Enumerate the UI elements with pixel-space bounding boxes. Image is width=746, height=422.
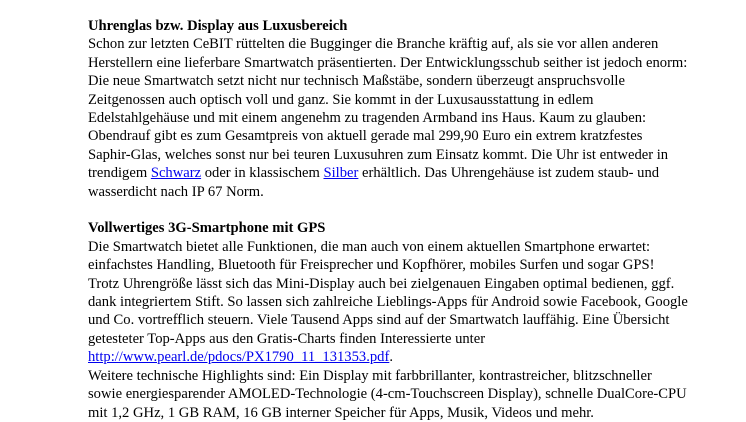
- spacer: [88, 201, 688, 219]
- paragraph-text: oder in klassischem: [201, 165, 324, 182]
- link-black[interactable]: Schwarz: [150, 165, 202, 182]
- paragraph-text: Die Smartwatch bietet alle Funktionen, die man auch von einem aktuellen Smartphone erwartet: einfachstes Handling, Bluetooth für Freisprecher und Kopfhörer, mobiles Surfen und sogar GPS! Trotz Uhrengröße lässt sich das Mini-Display auch bei zielgenauen Eingaben optimal bedienen, ggf. dank integriertem Stift. So lassen sich zahlreiche Lieblings-Apps für Android sowie Facebook, Google und Co. vortrefflich steuern. Viele Tausend Apps sind auf der Smartwatch lauffähig. Eine Übersicht getesteter Top-Apps aus den Gratis-Charts finden Interessierte unter: [88, 238, 688, 347]
- link-pdf[interactable]: http://www.pearl.de/pdocs/PX1790_11_131353.pdf: [88, 349, 390, 366]
- document-body: [88, 17, 688, 422]
- section-heading-display: Uhrenglas bzw. Display aus Luxusbereich: [88, 18, 348, 34]
- paragraph-highlights: Weitere technische Highlights sind: Ein Display mit farbbrillanter, kontrastreicher, blitzschneller sowie energiesparender AMOLED-Technologie (4-cm-Touchscreen Display), schnelle DualCore-CPU mit 1,2 GHz, 1 GB RAM, 16 GB interner Speicher für Apps, Musik, Videos und mehr.: [88, 367, 687, 421]
- link-silver[interactable]: Silber: [323, 165, 359, 182]
- section-heading-smartphone: Vollwertiges 3G-Smartphone mit GPS: [88, 220, 326, 237]
- paragraph-text: Schon zur letzten CeBIT rüttelten die Bugginger die Branche kräftig auf, als sie vor allen anderen Herstellern eine lieferbare Smartwatch präsentierten. Der Entwicklungsschub seither ist jedoch enorm: Die neue Smartwatch setzt nicht nur technisch Maßstäbe, sondern überzeugt anspruchsvolle Zeitgenossen auch optisch voll und ganz. Sie kommt in der Luxusausstattung in edlem Edelstahlgehäuse und mit einem angenehm zu tragenden Armband ins Haus. Kaum zu glauben: Obendrauf gibt es zum Gesamtpreis von aktuell gerade mal 299,90 Euro ein extrem kratzfestes Saphir-Glas, welches sonst nur bei teuren Luxusuhren zum Einsatz kommt. Die Uhr ist entweder in trendigem: [88, 36, 688, 182]
- paragraph-text: erhältlich. Das Uhrengehäuse ist zudem staub- und wasserdicht nach IP 67 Norm.: [88, 165, 660, 200]
- paragraph-smartphone: [88, 238, 688, 367]
- paragraph-display: [88, 35, 688, 201]
- paragraph-text: .: [389, 349, 393, 366]
